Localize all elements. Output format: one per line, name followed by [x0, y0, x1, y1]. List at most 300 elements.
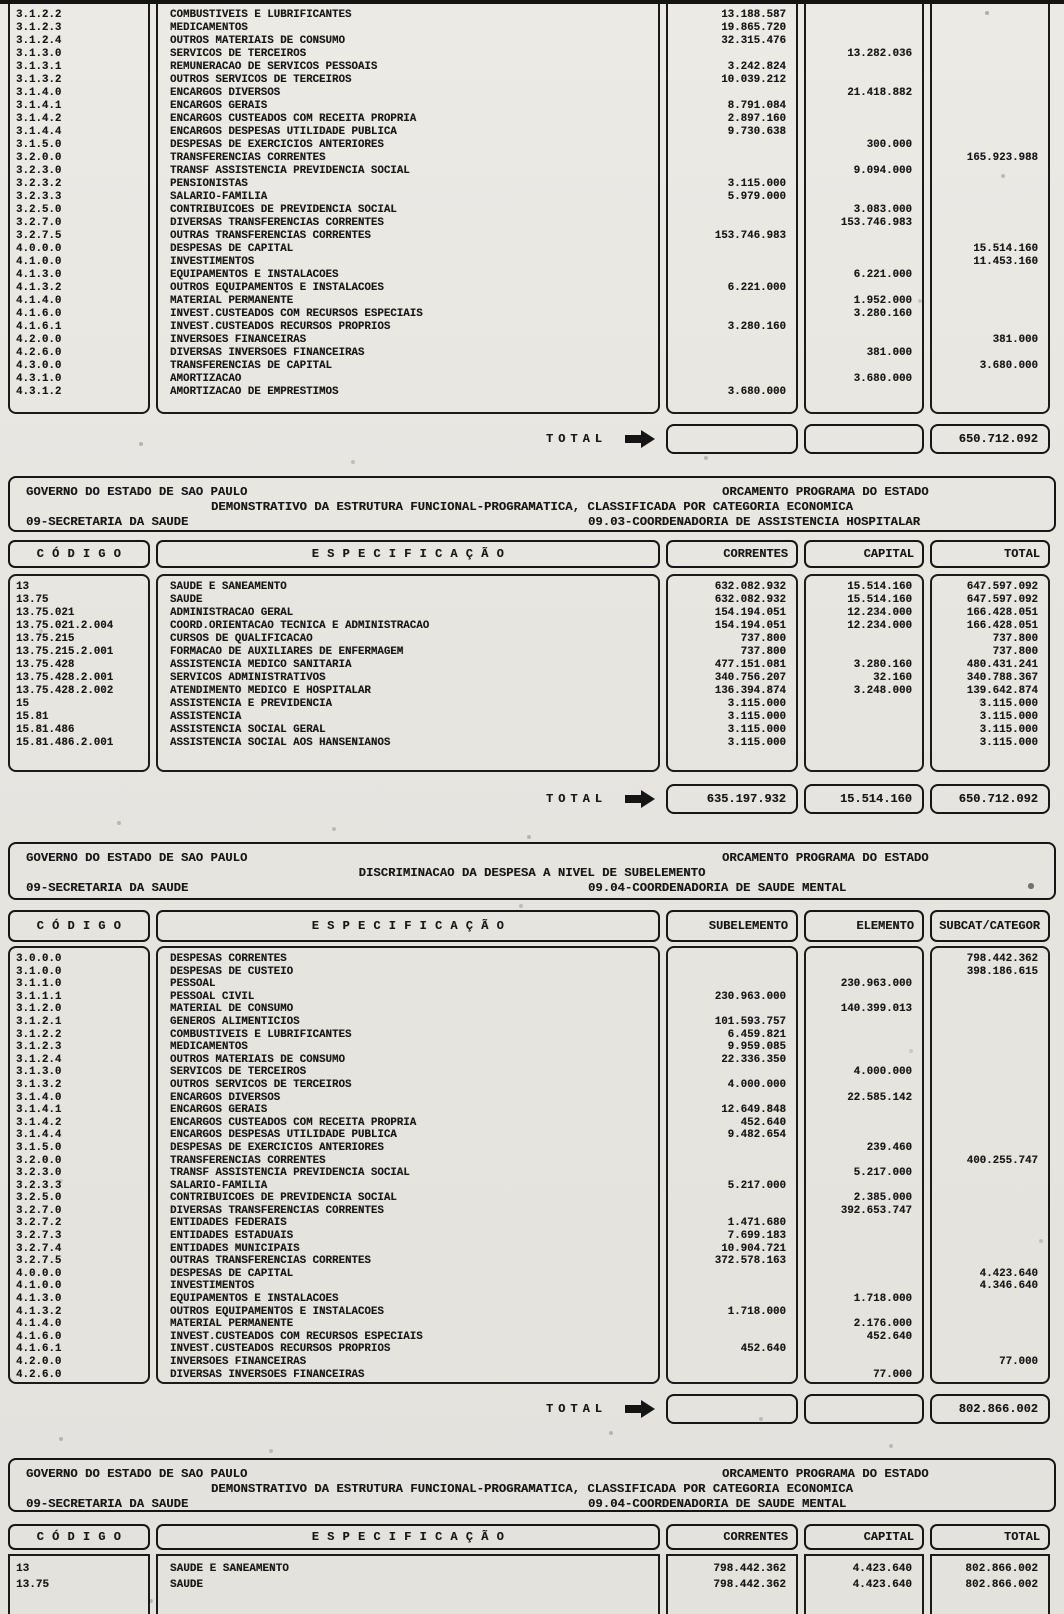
row-code: 4.1.6.0	[16, 308, 62, 320]
table3-body	[8, 946, 1056, 1384]
row-value-1: 10.039.212	[721, 74, 786, 86]
table2-total-label-cell	[156, 784, 660, 814]
col-header-especificacao: E S P E C I F I C A Ç Ã O	[156, 910, 660, 942]
row-code: 4.1.3.2	[16, 1305, 62, 1318]
row-value-1	[668, 334, 796, 347]
row-value-1: 3.115.000	[727, 737, 786, 749]
row-value-3	[932, 373, 1048, 386]
row-value-1	[668, 295, 796, 308]
row-code: 4.1.0.0	[16, 256, 62, 268]
row-value-2: 3.083.000	[853, 204, 912, 216]
row-value-2	[806, 9, 922, 22]
col-header-correntes: CORRENTES	[666, 1524, 798, 1550]
total-arrow-icon	[625, 790, 658, 808]
row-value-1: 5.979.000	[727, 191, 786, 203]
table2-total-column	[930, 574, 1050, 772]
row-value-2	[806, 1268, 922, 1281]
row-value-3: 340.788.367	[966, 672, 1038, 684]
table4-code-column	[8, 1554, 150, 1614]
col-header-correntes: CORRENTES	[666, 540, 798, 568]
row-spec: MATERIAL PERMANENTE	[170, 1318, 294, 1331]
program-title: ORCAMENTO PROGRAMA DO ESTADO	[722, 1467, 929, 1481]
row-spec: DIVERSAS TRANSFERENCIAS CORRENTES	[170, 217, 384, 229]
row-value-3	[932, 1230, 1048, 1243]
table2-column-headers	[8, 540, 1056, 568]
table2-correntes-column	[666, 574, 798, 772]
row-value-1	[668, 1268, 796, 1281]
row-value-3	[932, 178, 1048, 191]
row-code: 13	[16, 1563, 30, 1575]
row-value-3	[932, 48, 1048, 61]
row-value-2	[806, 100, 922, 113]
unit: 09.04-COORDENADORIA DE SAUDE MENTAL	[588, 1497, 847, 1511]
row-code: 3.1.4.1	[16, 100, 62, 112]
row-value-2	[806, 1104, 922, 1117]
row-value-2: 22.585.142	[847, 1091, 912, 1104]
row-value-1: 101.593.757	[714, 1015, 786, 1028]
row-code: 13.75.428.2.002	[16, 685, 114, 697]
row-value-3	[932, 1029, 1048, 1042]
table3-subelemento-column	[666, 946, 798, 1384]
row-value-3	[932, 1142, 1048, 1155]
row-spec: ASSISTENCIA SOCIAL AOS HANSENIANOS	[170, 737, 391, 749]
row-value-3	[932, 1205, 1048, 1218]
row-spec: FORMACAO DE AUXILIARES DE ENFERMAGEM	[170, 646, 404, 658]
row-value-2	[806, 230, 922, 243]
row-code: 4.1.3.0	[16, 1293, 62, 1306]
row-code: 15.81.486	[16, 724, 75, 736]
row-value-2	[806, 1029, 922, 1042]
spacer	[8, 424, 150, 454]
row-code: 3.1.1.1	[16, 990, 62, 1003]
col-header-elemento: ELEMENTO	[804, 910, 924, 942]
table1-categoria-column	[930, 4, 1050, 414]
row-spec: AMORTIZACAO DE EMPRESTIMOS	[170, 386, 339, 398]
row-value-3	[932, 1016, 1048, 1029]
row-value-2: 1.718.000	[853, 1293, 912, 1306]
row-value-3: 398.186.615	[966, 965, 1038, 978]
row-spec: PESSOAL	[170, 978, 216, 991]
row-code: 4.1.3.2	[16, 282, 62, 294]
row-value-3	[932, 1092, 1048, 1105]
row-value-3	[932, 204, 1048, 217]
row-spec: COMBUSTIVEIS E LUBRIFICANTES	[170, 1028, 352, 1041]
col-header-codigo: C Ó D I G O	[8, 910, 150, 942]
row-value-3	[932, 386, 1048, 399]
row-value-1: 5.217.000	[727, 1179, 786, 1192]
row-value-2	[806, 1016, 922, 1029]
table1-code-column	[8, 4, 150, 414]
row-value-2	[806, 243, 922, 256]
row-code: 3.2.7.2	[16, 1217, 62, 1230]
row-value-1	[668, 139, 796, 152]
row-value-2	[806, 191, 922, 204]
form-subtitle: DEMONSTRATIVO DA ESTRUTURA FUNCIONAL-PROGRAMATICA, CLASSIFICADA POR CATEGORIA ECONOMICA	[210, 500, 853, 514]
row-value-2	[806, 22, 922, 35]
row-value-1: 3.115.000	[727, 711, 786, 723]
row-value-2	[806, 1155, 922, 1168]
row-value-2	[806, 1306, 922, 1319]
row-code: 3.2.7.5	[16, 1255, 62, 1268]
table3-elemento-column	[804, 946, 924, 1384]
row-code: 3.1.4.0	[16, 1091, 62, 1104]
row-value-2	[806, 321, 922, 334]
row-code: 3.1.3.0	[16, 1066, 62, 1079]
row-value-1	[668, 308, 796, 321]
col-header-especificacao: E S P E C I F I C A Ç Ã O	[156, 1524, 660, 1550]
row-spec: GENEROS ALIMENTICIOS	[170, 1015, 300, 1028]
row-spec: PESSOAL CIVIL	[170, 990, 255, 1003]
table3-total-value-2	[804, 1394, 924, 1424]
row-spec: DIVERSAS TRANSFERENCIAS CORRENTES	[170, 1204, 384, 1217]
row-value-2	[806, 991, 922, 1004]
row-value-2	[806, 334, 922, 347]
row-value-3	[932, 1180, 1048, 1193]
row-code: 13.75	[16, 1579, 50, 1591]
row-code: 3.2.0.0	[16, 1154, 62, 1167]
row-spec: TRANSFERENCIAS CORRENTES	[170, 152, 326, 164]
row-spec: OUTRAS TRANSFERENCIAS CORRENTES	[170, 230, 371, 242]
row-value-3: 802.866.002	[965, 1563, 1038, 1575]
row-value-1: 2.897.160	[727, 113, 786, 125]
row-value-3	[932, 991, 1048, 1004]
row-value-3	[932, 1003, 1048, 1016]
row-spec: CONTRIBUICOES DE PREVIDENCIA SOCIAL	[170, 1192, 397, 1205]
row-value-3: 3.115.000	[979, 737, 1038, 749]
row-value-2: 4.423.640	[852, 1579, 912, 1591]
table2-total-value-1: 635.197.932	[666, 784, 798, 814]
row-value-1	[668, 217, 796, 230]
row-value-3: 381.000	[992, 334, 1038, 346]
row-value-2	[806, 360, 922, 373]
row-value-1: 452.640	[740, 1116, 786, 1129]
table1-subelemento-column	[666, 4, 798, 414]
row-value-3	[932, 1369, 1048, 1382]
row-spec: ENCARGOS CUSTEADOS COM RECEITA PROPRIA	[170, 1116, 417, 1129]
row-value-3: 165.923.988	[966, 152, 1038, 164]
row-value-2	[806, 178, 922, 191]
row-value-1: 32.315.476	[721, 35, 786, 47]
row-value-1: 12.649.848	[721, 1104, 786, 1117]
row-value-3	[932, 217, 1048, 230]
row-value-3	[932, 1217, 1048, 1230]
table4-spec-column	[156, 1554, 660, 1614]
row-code: 3.1.2.4	[16, 35, 62, 47]
row-value-1: 154.194.051	[714, 620, 786, 632]
row-value-2	[806, 1343, 922, 1356]
row-value-2: 15.514.160	[847, 581, 912, 593]
row-value-3	[932, 165, 1048, 178]
row-value-1: 154.194.051	[714, 607, 786, 619]
row-value-3: 737.800	[992, 646, 1038, 658]
row-code: 3.2.7.5	[16, 230, 62, 242]
row-spec: OUTROS SERVICOS DE TERCEIROS	[170, 74, 352, 86]
row-spec: TRANSFERENCIAS DE CAPITAL	[170, 360, 332, 372]
row-code: 3.2.7.0	[16, 1204, 62, 1217]
row-value-1	[668, 966, 796, 979]
row-value-2: 12.234.000	[847, 620, 912, 632]
table4-capital-column	[804, 1554, 924, 1614]
row-value-2	[806, 1041, 922, 1054]
row-spec: DESPESAS DE EXERCICIOS ANTERIORES	[170, 1141, 384, 1154]
row-value-3	[932, 61, 1048, 74]
row-code: 15.81.486.2.001	[16, 737, 114, 749]
row-value-2: 32.160	[873, 672, 912, 684]
row-value-3	[932, 282, 1048, 295]
row-spec: OUTROS EQUIPAMENTOS E INSTALACOES	[170, 1305, 384, 1318]
row-value-2: 452.640	[866, 1330, 912, 1343]
row-value-2: 6.221.000	[853, 269, 912, 281]
row-spec: ENCARGOS DIVERSOS	[170, 1091, 281, 1104]
row-value-2	[806, 1217, 922, 1230]
row-value-3	[932, 1066, 1048, 1079]
row-spec: ENCARGOS CUSTEADOS COM RECEITA PROPRIA	[170, 113, 417, 125]
row-value-2: 392.653.747	[840, 1204, 912, 1217]
table4-correntes-column	[666, 1554, 798, 1614]
row-value-3	[932, 139, 1048, 152]
row-value-2	[806, 386, 922, 399]
row-value-3: 166.428.051	[966, 620, 1038, 632]
row-value-3	[932, 1255, 1048, 1268]
row-value-2: 140.399.013	[840, 1003, 912, 1016]
table2-code-column	[8, 574, 150, 772]
row-code: 4.0.0.0	[16, 1267, 62, 1280]
row-value-2	[806, 1255, 922, 1268]
row-value-3: 3.115.000	[979, 711, 1038, 723]
row-spec: INVERSOES FINANCEIRAS	[170, 1356, 307, 1368]
total-arrow-icon	[625, 430, 658, 448]
row-code: 3.1.2.4	[16, 1053, 62, 1066]
row-spec: ENTIDADES ESTADUAIS	[170, 1230, 294, 1243]
org-name: GOVERNO DO ESTADO DE SAO PAULO	[26, 851, 248, 865]
row-code: 3.2.3.0	[16, 165, 62, 177]
row-spec: INVEST.CUSTEADOS COM RECURSOS ESPECIAIS	[170, 308, 423, 320]
table4-column-headers	[8, 1524, 1056, 1550]
table1-elemento-column	[804, 4, 924, 414]
row-code: 3.1.2.3	[16, 22, 62, 34]
row-spec: INVESTIMENTOS	[170, 1280, 255, 1293]
row-value-2	[806, 711, 922, 724]
row-value-1: 13.188.587	[721, 9, 786, 21]
row-spec: MEDICAMENTOS	[170, 22, 248, 34]
row-spec: EQUIPAMENTOS E INSTALACOES	[170, 1293, 339, 1306]
row-value-2	[806, 74, 922, 87]
row-value-3	[932, 1243, 1048, 1256]
row-value-2	[806, 1243, 922, 1256]
program-title: ORCAMENTO PROGRAMA DO ESTADO	[722, 485, 929, 499]
row-value-3: 3.115.000	[979, 724, 1038, 736]
row-value-2	[806, 152, 922, 165]
table2-capital-column	[804, 574, 924, 772]
row-value-1: 1.471.680	[727, 1217, 786, 1230]
row-value-1	[668, 1155, 796, 1168]
row-value-1	[668, 1003, 796, 1016]
row-value-2	[806, 126, 922, 139]
row-code: 4.1.0.0	[16, 1280, 62, 1293]
row-spec: CURSOS DE QUALIFICACAO	[170, 633, 313, 645]
row-value-1: 632.082.932	[714, 594, 786, 606]
row-value-1	[668, 1356, 796, 1369]
row-value-2: 300.000	[866, 139, 912, 151]
row-value-3	[932, 1117, 1048, 1130]
row-code: 3.2.5.0	[16, 204, 62, 216]
row-value-2: 3.280.160	[853, 659, 912, 671]
row-value-3	[932, 1293, 1048, 1306]
row-value-2	[806, 1117, 922, 1130]
row-value-3: 4.423.640	[979, 1267, 1038, 1280]
row-value-2	[806, 1356, 922, 1369]
row-code: 3.2.3.3	[16, 1179, 62, 1192]
row-value-2: 13.282.036	[847, 48, 912, 60]
row-value-3: 400.255.747	[966, 1154, 1038, 1167]
table2-form-header	[8, 476, 1056, 532]
row-value-1: 372.578.163	[714, 1255, 786, 1268]
row-value-3: 647.597.092	[966, 581, 1038, 593]
row-code: 4.1.4.0	[16, 295, 62, 307]
row-value-1: 3.242.824	[727, 61, 786, 73]
row-value-3: 139.642.874	[966, 685, 1038, 697]
row-spec: DESPESAS DE CUSTEIO	[170, 965, 294, 978]
row-value-3: 4.346.640	[979, 1280, 1038, 1293]
row-spec: MATERIAL DE CONSUMO	[170, 1003, 294, 1016]
row-value-2: 239.460	[866, 1141, 912, 1154]
row-value-1: 798.442.362	[713, 1563, 786, 1575]
row-value-1	[668, 243, 796, 256]
row-value-1	[668, 1369, 796, 1382]
row-value-1	[668, 165, 796, 178]
row-value-3: 15.514.160	[973, 243, 1038, 255]
row-value-1: 22.336.350	[721, 1053, 786, 1066]
row-code: 15	[16, 698, 29, 710]
row-value-3: 3.680.000	[979, 360, 1038, 372]
row-value-3: 798.442.362	[966, 953, 1038, 965]
row-value-1	[668, 1066, 796, 1079]
spacer	[8, 1394, 150, 1424]
row-value-1: 153.746.983	[714, 230, 786, 242]
total-label: TOTAL	[545, 792, 607, 806]
row-value-1	[668, 1293, 796, 1306]
row-code: 4.1.6.1	[16, 1343, 62, 1356]
row-code: 4.1.6.0	[16, 1330, 62, 1343]
col-header-subcat-categor: SUBCAT/CATEGOR	[930, 910, 1050, 942]
row-spec: ASSISTENCIA E PREVIDENCIA	[170, 698, 332, 710]
row-spec: ENCARGOS GERAIS	[170, 1104, 268, 1117]
row-value-2: 230.963.000	[840, 978, 912, 991]
row-code: 15.81	[16, 711, 49, 723]
col-header-subelemento: SUBELEMENTO	[666, 910, 798, 942]
row-code: 3.1.4.2	[16, 1116, 62, 1129]
row-code: 3.1.3.0	[16, 48, 62, 60]
row-spec: REMUNERACAO DE SERVICOS PESSOAIS	[170, 61, 378, 73]
row-value-3	[932, 22, 1048, 35]
row-value-1: 737.800	[740, 633, 786, 645]
row-value-1	[668, 1142, 796, 1155]
row-code: 13.75.021.2.004	[16, 620, 114, 632]
row-spec: SAUDE E SANEAMENTO	[170, 581, 287, 593]
row-value-2: 3.280.160	[853, 308, 912, 320]
row-spec: DESPESAS DE EXERCICIOS ANTERIORES	[170, 139, 384, 151]
row-value-1: 136.394.874	[714, 685, 786, 697]
row-value-1	[668, 347, 796, 360]
row-value-2	[806, 737, 922, 750]
table3-subcat-column	[930, 946, 1050, 1384]
row-code: 3.1.3.1	[16, 61, 62, 73]
row-value-3	[932, 1306, 1048, 1319]
row-spec: INVEST.CUSTEADOS RECURSOS PROPRIOS	[170, 321, 391, 333]
row-code: 3.1.5.0	[16, 139, 62, 151]
row-value-2	[806, 113, 922, 126]
row-code: 13.75.215	[16, 633, 75, 645]
row-value-1	[668, 204, 796, 217]
table1-spec-column	[156, 4, 660, 414]
row-spec: ASSISTENCIA	[170, 711, 242, 723]
row-value-1: 10.904.721	[721, 1242, 786, 1255]
row-code: 3.2.0.0	[16, 152, 62, 164]
row-code: 3.1.0.0	[16, 965, 62, 978]
row-value-2	[806, 282, 922, 295]
row-value-1: 3.115.000	[727, 724, 786, 736]
col-header-codigo: C Ó D I G O	[8, 540, 150, 568]
table3-code-column	[8, 946, 150, 1384]
row-spec: EQUIPAMENTOS E INSTALACOES	[170, 269, 339, 281]
row-value-3	[932, 113, 1048, 126]
row-value-1: 7.699.183	[727, 1230, 786, 1243]
table2-body	[8, 574, 1056, 772]
table2-total-value-3: 650.712.092	[930, 784, 1050, 814]
row-value-1	[668, 87, 796, 100]
row-value-1: 6.459.821	[727, 1028, 786, 1041]
row-value-1: 3.115.000	[727, 698, 786, 710]
row-value-3	[932, 1343, 1048, 1356]
row-spec: ASSISTENCIA MEDICO SANITARIA	[170, 659, 352, 671]
row-spec: DIVERSAS INVERSOES FINANCEIRAS	[170, 1368, 365, 1381]
table3-column-headers	[8, 910, 1056, 942]
table3-total-value-3: 802.866.002	[930, 1394, 1050, 1424]
row-value-2	[806, 633, 922, 646]
row-value-3	[932, 1167, 1048, 1180]
table3-form-header	[8, 842, 1056, 900]
row-spec: ENCARGOS GERAIS	[170, 100, 268, 112]
row-code: 3.2.3.0	[16, 1167, 62, 1180]
row-code: 4.2.0.0	[16, 334, 62, 346]
row-value-1	[668, 256, 796, 269]
row-value-3: 647.597.092	[966, 594, 1038, 606]
row-value-1	[668, 152, 796, 165]
row-spec: DESPESAS DE CAPITAL	[170, 243, 294, 255]
org-name: GOVERNO DO ESTADO DE SAO PAULO	[26, 1467, 248, 1481]
row-spec: INVERSOES FINANCEIRAS	[170, 334, 307, 346]
row-value-1: 8.791.084	[727, 100, 786, 112]
row-value-1	[668, 1167, 796, 1180]
table4-total-column	[930, 1554, 1050, 1614]
row-code: 3.1.2.3	[16, 1041, 62, 1054]
row-code: 3.2.7.4	[16, 1242, 62, 1255]
row-value-3	[932, 191, 1048, 204]
row-spec: MEDICAMENTOS	[170, 1041, 248, 1054]
row-value-3: 77.000	[999, 1356, 1038, 1368]
row-value-3	[932, 347, 1048, 360]
row-value-2	[806, 1230, 922, 1243]
row-spec: DIVERSAS INVERSOES FINANCEIRAS	[170, 347, 365, 359]
row-spec: MATERIAL PERMANENTE	[170, 295, 294, 307]
row-code: 13	[16, 581, 29, 593]
unit: 09.04-COORDENADORIA DE SAUDE MENTAL	[588, 881, 847, 895]
row-value-1: 477.151.081	[714, 659, 786, 671]
row-value-2: 4.423.640	[852, 1563, 912, 1575]
table3-total-label-cell	[156, 1394, 660, 1424]
org-name: GOVERNO DO ESTADO DE SAO PAULO	[26, 485, 248, 499]
row-code: 3.2.7.0	[16, 217, 62, 229]
